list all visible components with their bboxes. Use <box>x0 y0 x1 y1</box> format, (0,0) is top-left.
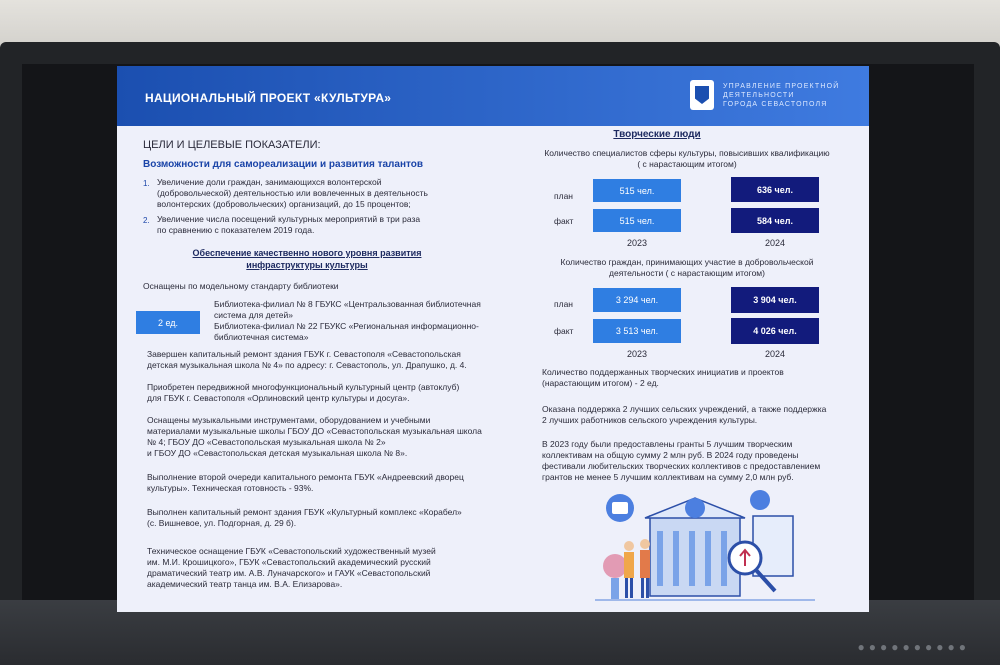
infrastructure-section-title: Обеспечение качественно нового уровня развития инфраструктуры культуры <box>192 248 422 270</box>
block1-fact-2023: 515 чел. <box>593 209 681 232</box>
block1-plan-2024: 636 чел. <box>731 177 819 202</box>
block2-title: Количество граждан, принимающих участие в добровольческой деятельности ( с нарастающим итогом) <box>560 257 814 278</box>
block1-fact-2024: 584 чел. <box>731 208 819 233</box>
rural-support-text: Оказана поддержка 2 лучших сельских учреждений, а также поддержка 2 лучших работников сельского учреждения культуры. <box>542 404 827 425</box>
block2-plan-label: план <box>554 299 573 309</box>
goals-heading: ЦЕЛИ И ЦЕЛЕВЫЕ ПОКАЗАТЕЛИ: <box>143 139 321 151</box>
paragraph-andreevsky-palace: Выполнение второй очереди капитального ремонта ГБУК «Андреевский дворец культуры». Техническая готовность - 93%. <box>147 472 464 493</box>
block1-year-2024: 2024 <box>764 238 786 248</box>
block1-plan-label: план <box>554 191 573 201</box>
block2-plan-2024: 3 904 чел. <box>731 287 819 313</box>
grants-text: В 2023 году были предоставлены гранты 5 лучшим творческим коллективам на общую сумму 2 млн руб. В 2024 году проведены фестивали любительских творческих коллективов с предоставлением грантов не менее 5 лучшим коллективам на сумму 2,0 млн руб. <box>542 439 821 482</box>
creative-people-title: Творческие люди <box>613 129 701 140</box>
paragraph-repair-school: Завершен капитальный ремонт здания ГБУК г. Севастополя «Севастопольская детская музыкальная школа № 4» по адресу: г. Севастополь, ул. Драпушко, д. 4. <box>147 349 467 370</box>
paragraph-autoclub: Приобретен передвижной многофункциональный культурный центр (автоклуб) для ГБУК г. Севастополя «Орлиновский центр культуры и досуга». <box>147 382 460 403</box>
slide-title: НАЦИОНАЛЬНЫЙ ПРОЕКТ «КУЛЬТУРА» <box>145 91 392 105</box>
block2-fact-2023: 3 513 чел. <box>593 319 681 343</box>
goal-number: 1. <box>143 179 150 188</box>
libraries-count-badge: 2 ед. <box>136 311 200 334</box>
block2-fact-2024: 4 026 чел. <box>731 318 819 344</box>
block1-title: Количество специалистов сферы культуры, повысивших квалификацию ( с нарастающим итогом) <box>544 148 830 169</box>
initiatives-text: Количество поддержанных творческих инициатив и проектов (нарастающим итогом) - 2 ед. <box>542 367 784 388</box>
goal-item: Увеличение доли граждан, занимающихся волонтерской (добровольческой) деятельностью или вовлеченных в деятельность волонтерских (добровольческих) организаций, до 15 процентов; <box>157 177 428 209</box>
block2-year-2024: 2024 <box>764 349 786 359</box>
block2-plan-2023: 3 294 чел. <box>593 288 681 312</box>
paragraph-technical-equipment: Техническое оснащение ГБУК «Севастопольский художественный музей им. М.И. Крошицкого», ГБУК «Севастопольский академический русский драматический театр им. А.В. Луначарского» и ГАУК «Севастопольский академический театр танца им. В.А. Елизарова». <box>147 546 436 589</box>
block1-fact-label: факт <box>554 216 574 226</box>
goal-item: Увеличение числа посещений культурных мероприятий в три раза по сравнению с показателем 2019 года. <box>157 214 421 235</box>
culture-illustration <box>595 486 815 608</box>
coat-of-arms-logo-icon <box>690 80 714 110</box>
goal-number: 2. <box>143 216 150 225</box>
paragraph-korabel: Выполнен капитальный ремонт здания ГБУК «Культурный комплекс «Корабел» (с. Вишневое, ул. Подгорная, д. 29 б). <box>147 507 462 528</box>
tv-speaker-dots: ●●●●●●●●●● <box>857 640 970 654</box>
block1-year-2023: 2023 <box>626 238 648 248</box>
slide-header <box>117 66 869 126</box>
paragraph-music-schools: Оснащены музыкальными инструментами, оборудованием и учебными материалами музыкальные школы ГБОУ ДО «Севастопольская музыкальная школа № 4; ГБОУ ДО «Севастопольская музыкальная школа № 2» и ГБОУ ДО «Севастопольская детская музыкальная школа № 8». <box>147 415 482 458</box>
libraries-list: Библиотека-филиал № 8 ГБУКС «Центральзованная библиотечная система для детей» Библиотека-филиал № 22 ГБУКС «Региональная информационно- библиотечная система» <box>214 299 481 342</box>
block2-fact-label: факт <box>554 326 574 336</box>
equipped-libraries-label: Оснащены по модельному стандарту библиотеки <box>143 281 339 291</box>
presentation-slide <box>117 66 869 612</box>
goals-subheading: Возможности для самореализации и развития талантов <box>143 159 424 170</box>
block1-plan-2023: 515 чел. <box>593 179 681 202</box>
block2-year-2023: 2023 <box>626 349 648 359</box>
organization-name: УПРАВЛЕНИЕ ПРОЕКТНОЙ ДЕЯТЕЛЬНОСТИ ГОРОДА СЕВАСТОПОЛЯ <box>723 83 840 108</box>
